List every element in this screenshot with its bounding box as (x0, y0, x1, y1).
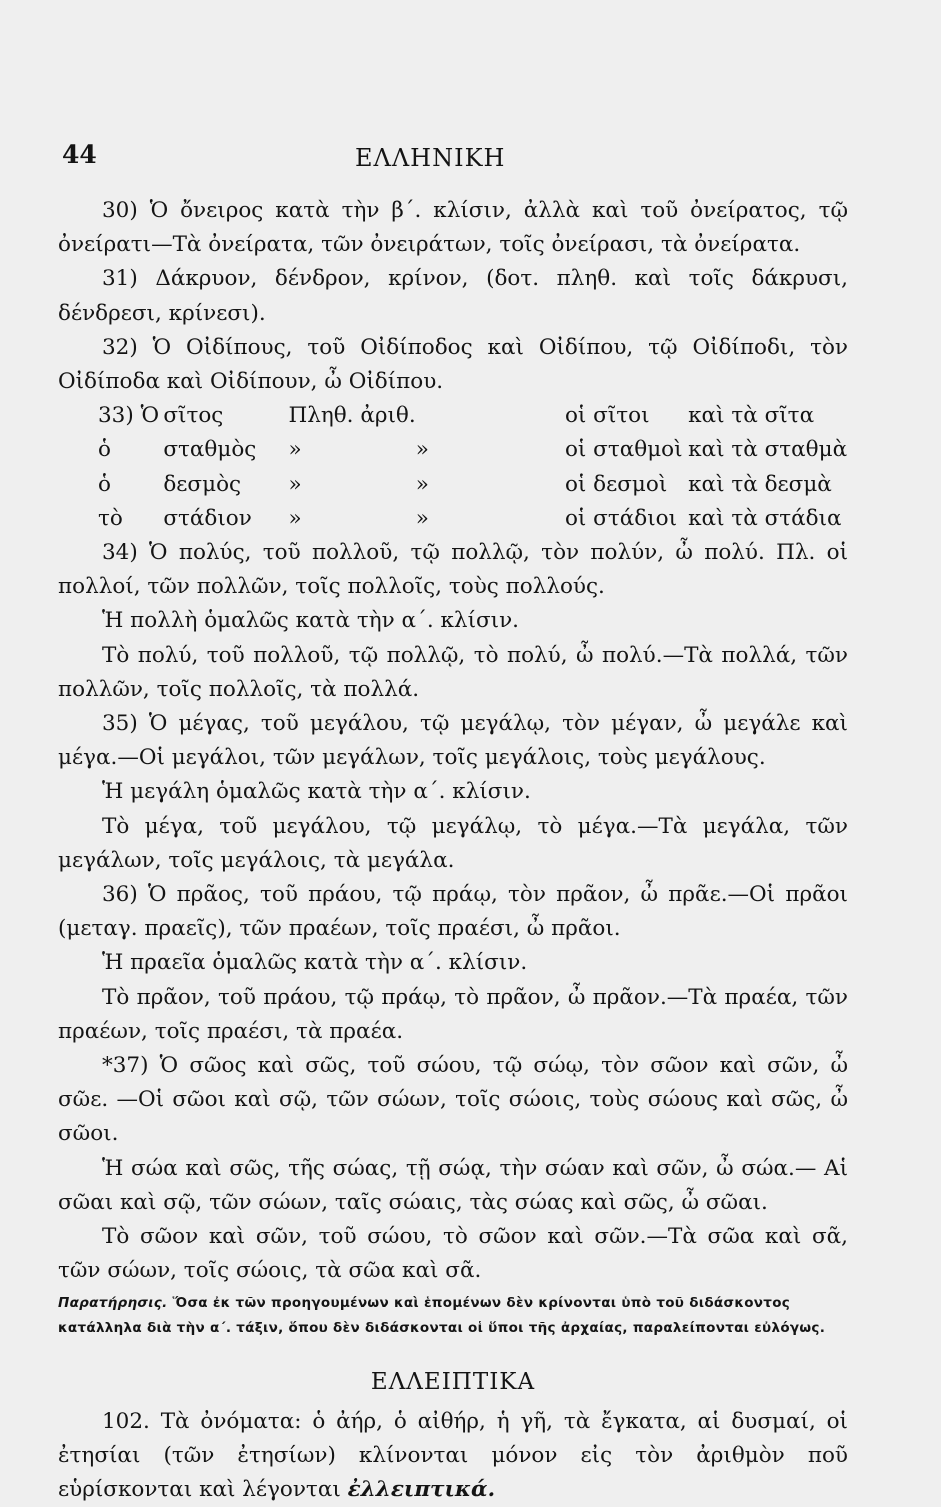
table-row (98, 399, 848, 433)
paragraph-36-neuter: Τὸ πρᾶον, τοῦ πράου, τῷ πράῳ, τὸ πρᾶον, ὦ πρᾶον.—Τὰ πραέα, τῶν πραέων, τοῖς πραέσι, τὰ πραέα. (58, 984, 848, 1044)
cell-noun: σῖτος (163, 403, 224, 429)
page-body (58, 194, 848, 1507)
cell-article: ὁ (98, 437, 111, 463)
cell-plural-label: » (288, 471, 302, 497)
paragraph-37-neuter: Τὸ σῶον καὶ σῶν, τοῦ σώου, τὸ σῶον καὶ σῶν.—Τὰ σῶα καὶ σᾶ, τῶν σώων, τοῖς σώοις, τὰ σῶα καὶ σᾶ. (58, 1224, 848, 1284)
paragraph-30: 30) Ὁ ὄνειρος κατὰ τὴν β΄. κλίσιν, ἀλλὰ καὶ τοῦ ὀνείρατος, τῷ ὀνείρατι—Τὰ ὀνείρατα, τῶν ὀνειράτων, τοῖς ὀνείρασι, τὰ ὀνείρατα. (58, 198, 848, 258)
page-header (0, 140, 941, 180)
table-row (98, 433, 848, 467)
paragraph-31: 31) Δάκρυον, δένδρον, κρίνον, (δοτ. πληθ. καὶ τοῖς δάκρυσι, δένδρεσι, κρίνεσι). (58, 266, 848, 326)
cell-plural-label: » (288, 505, 302, 531)
running-title: ΕΛΛΗΝΙΚΗ (355, 144, 506, 172)
page-number: 44 (62, 140, 97, 169)
paragraph-102-emphasis: ἐλλειπτικά. (347, 1477, 496, 1503)
remark-text: Ὅσα ἐκ τῶν προηγουμένων καὶ ἑπομένων δὲν κρίνονται ὑπὸ τοῦ διδάσκοντος κατάλληλα διὰ τὴν α΄. τάξιν, ὅπου δὲν διδάσκονται οἱ ὕποι τῆς ἀρχαίας, παραλείπονται εὐλόγως. (58, 1294, 826, 1336)
paragraph-32: 32) Ὁ Οἰδίπους, τοῦ Οἰδίποδος καὶ Οἰδίπου, τῷ Οἰδίποδι, τὸν Οἰδίποδα καὶ Οἰδίπουν, ὦ Οἰδίπου. (58, 334, 848, 395)
table-row (98, 468, 848, 502)
cell-ditto (416, 399, 565, 433)
cell-plural-label: » (288, 437, 302, 463)
section-heading: ΕΛΛΕΙΠΤΙΚΑ (370, 1368, 536, 1395)
paragraph-102 (58, 1405, 848, 1507)
paragraph-34-neuter: Τὸ πολύ, τοῦ πολλοῦ, τῷ πολλῷ, τὸ πολύ, ὦ πολύ.—Τὰ πολλά, τῶν πολλῶν, τοῖς πολλοῖς, τὰ πολλά. (58, 642, 848, 702)
cell-plural-neut: καὶ τὰ στάδια (688, 505, 842, 531)
cell-ditto: » (415, 471, 429, 497)
cell-noun: σταθμὸς (163, 437, 257, 463)
cell-article: 33) Ὁ (98, 403, 160, 429)
paragraph-36-masculine: 36) Ὁ πρᾶος, τοῦ πράου, τῷ πράῳ, τὸν πρᾶον, ὦ πρᾶε.—Οἱ πρᾶοι (μεταγ. πραεῖς), τῶν πραέων, τοῖς πραέσι, ὦ πρᾶοι. (58, 882, 848, 942)
table-row (98, 502, 848, 536)
paragraph-37-masculine: *37) Ὁ σῶος καὶ σῶς, τοῦ σώου, τῷ σώῳ, τὸν σῶον καὶ σῶν, ὦ σῶε. —Οἱ σῶοι καὶ σῷ, τῶν σώων, τοῖς σώοις, τοὺς σώους καὶ σῶς, ὦ σῶοι. (58, 1053, 848, 1147)
paragraph-34-feminine: Ἡ πολλὴ ὁμαλῶς κατὰ τὴν α΄. κλίσιν. (102, 608, 520, 634)
cell-plural-neut: καὶ τὰ δεσμὰ (688, 471, 832, 497)
paragraph-35-feminine: Ἡ μεγάλη ὁμαλῶς κατὰ τὴν α΄. κλίσιν. (102, 779, 531, 805)
cell-plural-masc: οἱ σῖτοι (564, 403, 650, 429)
cell-plural-neut: καὶ τὰ σῖτα (688, 403, 815, 429)
cell-plural-masc: οἱ δεσμοὶ (564, 471, 668, 497)
declension-table-33 (98, 399, 848, 536)
paragraph-35-masculine: 35) Ὁ μέγας, τοῦ μεγάλου, τῷ μεγάλῳ, τὸν μέγαν, ὦ μεγάλε καὶ μέγα.—Οἱ μεγάλοι, τῶν μεγάλων, τοῖς μεγάλοις, τοὺς μεγάλους. (58, 711, 848, 771)
cell-plural-neut: καὶ τὰ σταθμὰ (688, 437, 848, 463)
paragraph-102-text: 102. Τὰ ὀνόματα: ὁ ἀήρ, ὁ αἰθήρ, ἡ γῆ, τὰ ἔγκατα, αἱ δυσμαί, οἱ ἐτησίαι (τῶν ἐτησίων) κλίνονται μόνον εἰς τὸν ἀριθμὸν ποῦ εὑρίσκονται καὶ λέγονται (58, 1408, 848, 1503)
cell-noun: δεσμὸς (163, 471, 242, 497)
cell-article: τὸ (98, 505, 123, 531)
cell-ditto: » (415, 505, 429, 531)
cell-plural-label: Πληθ. ἀριθ. (288, 403, 416, 429)
paragraph-37-feminine: Ἡ σώα καὶ σῶς, τῆς σώας, τῇ σώᾳ, τὴν σώαν καὶ σῶν, ὦ σώα.— Αἱ σῶαι καὶ σῷ, τῶν σώων, ταῖς σώαις, τὰς σώας καὶ σῶς, ὦ σῶαι. (58, 1155, 848, 1215)
remark-note (58, 1291, 848, 1341)
remark-label: Παρατήρησις. (58, 1294, 168, 1311)
paragraph-34-masculine: 34) Ὁ πολύς, τοῦ πολλοῦ, τῷ πολλῷ, τὸν πολύν, ὦ πολύ. Πλ. οἱ πολλοί, τῶν πολλῶν, τοῖς πολλοῖς, τοὺς πολλούς. (58, 540, 848, 600)
paragraph-36-feminine: Ἡ πραεῖα ὁμαλῶς κατὰ τὴν α΄. κλίσιν. (102, 950, 528, 976)
cell-ditto: » (415, 437, 429, 463)
cell-plural-masc: οἱ σταθμοὶ (564, 437, 683, 463)
paragraph-35-neuter: Τὸ μέγα, τοῦ μεγάλου, τῷ μεγάλῳ, τὸ μέγα.—Τὰ μεγάλα, τῶν μεγάλων, τοῖς μεγάλοις, τὰ μεγάλα. (58, 813, 848, 873)
cell-plural-masc: οἱ στάδιοι (564, 505, 678, 531)
cell-noun: στάδιον (163, 505, 252, 531)
cell-article: ὁ (98, 471, 111, 497)
